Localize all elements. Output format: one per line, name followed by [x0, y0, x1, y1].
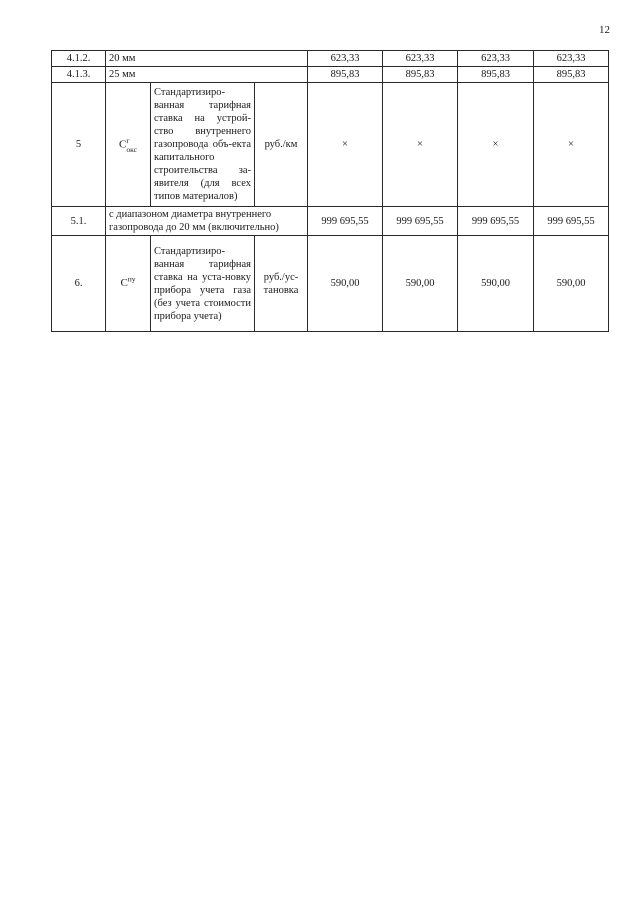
symbol-base: C	[120, 277, 128, 289]
value-cell: 895,83	[458, 67, 534, 83]
value-cell: 895,83	[383, 67, 458, 83]
row-number: 5	[52, 83, 106, 207]
row-label: 20 мм	[106, 51, 308, 67]
symbol-subscript: окс	[126, 144, 137, 154]
row-number: 4.1.3.	[52, 67, 106, 83]
table-row	[52, 207, 609, 236]
table-row	[52, 51, 609, 67]
value-cell: ×	[458, 83, 534, 207]
table-row	[52, 236, 609, 332]
row-number: 6.	[52, 236, 106, 332]
value-cell: 623,33	[308, 51, 383, 67]
page-number: 12	[599, 24, 610, 36]
row-label: с диапазоном диаметра внутреннего газопровода до 20 мм (включительно)	[106, 207, 308, 236]
row-description: Стандартизиро-ванная тарифная ставка на устрой-ство внутреннего газопровода объ-екта капитального строительства за-явителя (для всех типов материалов)	[151, 83, 255, 207]
value-cell: 590,00	[308, 236, 383, 332]
value-cell: 999 695,55	[458, 207, 534, 236]
value-cell: 999 695,55	[383, 207, 458, 236]
tariff-table	[51, 50, 609, 332]
table-row	[52, 83, 609, 207]
value-cell: ×	[534, 83, 609, 207]
value-cell: ×	[383, 83, 458, 207]
table-row	[52, 67, 609, 83]
row-number: 5.1.	[52, 207, 106, 236]
value-cell: ×	[308, 83, 383, 207]
tariff-symbol	[106, 236, 151, 332]
unit-cell: руб./ус-тановка	[255, 236, 308, 332]
value-cell: 590,00	[458, 236, 534, 332]
value-cell: 590,00	[383, 236, 458, 332]
row-label: 25 мм	[106, 67, 308, 83]
symbol-superscript: пу	[127, 274, 136, 284]
symbol-base: C	[119, 138, 127, 151]
value-cell: 623,33	[458, 51, 534, 67]
value-cell: 590,00	[534, 236, 609, 332]
unit-cell: руб./км	[255, 83, 308, 207]
value-cell: 999 695,55	[534, 207, 609, 236]
value-cell: 895,83	[308, 67, 383, 83]
value-cell: 895,83	[534, 67, 609, 83]
value-cell: 999 695,55	[308, 207, 383, 236]
value-cell: 623,33	[383, 51, 458, 67]
row-description: Стандартизиро-ванная тарифная ставка на уста-новку прибора учета газа (без учета стоимости прибора учета)	[151, 236, 255, 332]
row-number: 4.1.2.	[52, 51, 106, 67]
symbol-superscript: г	[126, 135, 130, 145]
tariff-symbol	[106, 83, 151, 207]
value-cell: 623,33	[534, 51, 609, 67]
